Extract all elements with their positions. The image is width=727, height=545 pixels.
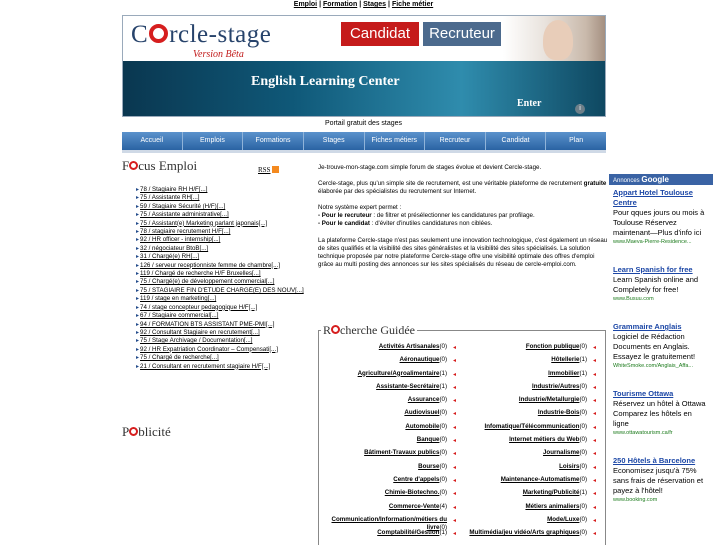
category-name[interactable]: Aéronautique <box>399 356 440 364</box>
arrow-right-icon: ▸ <box>136 187 140 193</box>
ads-header-label: Annonces <box>613 178 642 184</box>
ad-body: Réservez un hôtel à Ottawa Comparez les hôtels en ligne <box>613 399 706 428</box>
left-column <box>122 158 308 439</box>
category-count: (0) <box>439 356 447 364</box>
logo-version: Version Bêta <box>193 49 244 60</box>
toplink-formation[interactable]: Formation <box>323 1 358 8</box>
category-name[interactable]: Assistante-Secrétaire <box>376 382 440 390</box>
nav-candidat[interactable]: Candidat <box>486 132 547 150</box>
arrow-right-icon: ▸ <box>136 296 140 303</box>
english-learning-banner[interactable] <box>123 61 606 117</box>
category-item[interactable] <box>459 409 599 422</box>
ad-block[interactable] <box>609 319 713 370</box>
intro-text <box>318 164 608 277</box>
triangle-left-icon: ◂ <box>452 531 456 538</box>
intro-p3-recruteur: - Pour le recruteur <box>318 212 372 220</box>
arrow-right-icon: ▸ <box>136 220 140 227</box>
category-name[interactable]: Bourse <box>418 462 440 470</box>
intro-paragraph-3 <box>318 204 608 228</box>
category-name[interactable]: Communication/Information/métiers du livre <box>331 515 447 531</box>
offer-link[interactable]: 75 / Assistante RH[...] <box>140 194 200 202</box>
category-count: (0) <box>579 502 587 510</box>
pub-title-first: P <box>122 424 130 439</box>
pub-title-rest: blicité <box>138 424 171 439</box>
category-item[interactable] <box>459 396 599 409</box>
arrow-right-icon: ▸ <box>136 262 140 269</box>
arrow-right-icon: ▸ <box>136 321 140 328</box>
triangle-left-icon: ◂ <box>452 491 456 498</box>
rss-label: RSS <box>258 166 271 174</box>
offer-link[interactable]: 92 / Consultant Stagiaire en recrutement[...] <box>140 328 260 336</box>
rss-link[interactable] <box>258 166 279 174</box>
category-item[interactable] <box>459 489 599 502</box>
category-count: (0) <box>439 449 447 457</box>
toplink-separator: | <box>359 1 362 8</box>
intro-p3-head: Notre système expert permet : <box>318 204 402 212</box>
ad-title[interactable]: Grammaire Anglais <box>613 322 682 331</box>
offer-item <box>136 220 306 228</box>
triangle-left-icon: ◂ <box>452 504 456 511</box>
arrow-right-icon: ▸ <box>136 229 140 236</box>
arrow-right-icon: ▸ <box>136 271 140 278</box>
category-item[interactable] <box>319 529 459 542</box>
category-count: (0) <box>439 422 447 430</box>
logo-circle-icon <box>149 24 168 43</box>
offer-item <box>136 253 306 261</box>
category-count: (0) <box>439 436 447 444</box>
intro-paragraph-4: La plateforme Cercle-stage n'est pas seulement une innovation technologique, c'est également un réseau de sites qualifiés et la visibilité des sites généralistes et la visibilité des sites spécialisés. La solution technique proposée par notre plateforme Cercle-stage offre une visibilité optimale des offres d'emploi grâce au multi posting des annonces sur les sites spécialisés du réseau de cercle-emploi.com. <box>318 236 608 268</box>
category-item[interactable] <box>459 503 599 516</box>
category-count: (0) <box>579 396 587 404</box>
red-circle-icon <box>129 161 138 170</box>
category-name[interactable]: Mode/Luxe <box>547 515 580 523</box>
offer-link[interactable]: 78 / Stagiaire RH H/F[...] <box>140 186 208 193</box>
category-count: (0) <box>579 409 587 417</box>
category-name[interactable]: Fonction publique <box>525 343 580 350</box>
category-name[interactable]: Multimédia/jeu vidéo/Arts graphiques <box>469 529 580 537</box>
arrow-right-icon: ▸ <box>136 203 140 210</box>
triangle-left-icon: ◂ <box>452 464 456 471</box>
category-count: (0) <box>579 462 587 470</box>
arrow-right-icon: ▸ <box>136 329 140 336</box>
banner-title: English Learning Center <box>251 74 400 89</box>
triangle-left-icon: ◂ <box>592 477 596 484</box>
logo-letter-c: C <box>131 21 149 48</box>
arrow-right-icon: ▸ <box>136 287 140 294</box>
category-count: (1) <box>579 356 587 364</box>
category-count: (0) <box>579 343 587 350</box>
triangle-left-icon: ◂ <box>592 517 596 524</box>
offer-item <box>136 211 306 219</box>
guide-column-2 <box>459 343 599 542</box>
offer-link[interactable]: 75 / STAGIAIRE FIN D'ÉTUDE CHARGÉ(E) DES NOUV[...] <box>140 286 304 294</box>
triangle-left-icon: ◂ <box>592 438 596 445</box>
triangle-left-icon: ◂ <box>592 384 596 391</box>
toplink-stages[interactable]: Stages <box>363 1 387 8</box>
offer-link[interactable]: 92 / HR Expatriation Coordinator – Compensati[...] <box>140 345 278 353</box>
category-count: (0) <box>579 475 587 483</box>
category-item[interactable] <box>319 343 459 356</box>
ads-list <box>609 185 713 504</box>
rss-icon <box>272 166 279 173</box>
offer-item <box>136 363 306 371</box>
intro-p2-bold: gratuite <box>583 180 607 188</box>
triangle-left-icon: ◂ <box>452 517 456 524</box>
nav-underline <box>122 150 606 153</box>
intro-p3-recruteur-text: : de filtrer et présélectionner les candidatures par profilage. <box>371 212 535 220</box>
red-circle-icon <box>331 325 340 334</box>
category-item[interactable] <box>319 476 459 489</box>
category-count: (1) <box>439 369 447 377</box>
arrow-right-icon: ▸ <box>136 195 140 202</box>
offer-link[interactable]: 32 / négociateur BtoB[...] <box>140 244 209 252</box>
ads-header[interactable] <box>609 174 713 185</box>
triangle-left-icon: ◂ <box>592 424 596 431</box>
triangle-left-icon: ◂ <box>592 371 596 378</box>
category-count: (0) <box>439 396 447 404</box>
offer-link[interactable]: 75 / Assistant(e) Marketing parlant japonais[...] <box>140 219 268 227</box>
offer-item <box>136 321 306 329</box>
arrow-right-icon: ▸ <box>136 245 140 252</box>
arrow-right-icon: ▸ <box>136 355 140 362</box>
arrow-right-icon: ▸ <box>136 279 140 286</box>
offer-item <box>136 287 306 295</box>
guide-column-1 <box>319 343 459 542</box>
offer-link[interactable]: 67 / Stagiaire commercial[...] <box>140 312 219 320</box>
triangle-left-icon: ◂ <box>592 504 596 511</box>
category-count: (0) <box>579 436 587 444</box>
toplink-separator: | <box>319 1 322 8</box>
intro-p3-candidat-text: : d'éviter d'inutiles candidatures non ciblées. <box>369 220 493 228</box>
category-item[interactable] <box>459 343 599 356</box>
offer-link[interactable]: 78 / stagiaire recrutement H/F[...] <box>140 228 231 236</box>
offer-link[interactable]: 119 / Chargé de recherche H/F Bruxelles[...] <box>140 270 261 278</box>
portrait-image <box>503 16 606 61</box>
offer-item <box>136 304 306 312</box>
category-name[interactable]: Centre d'appels <box>393 475 440 483</box>
category-name[interactable]: Loisirs <box>559 462 580 470</box>
offer-link[interactable]: 75 / Chargé de recherche[...] <box>140 354 219 362</box>
triangle-left-icon: ◂ <box>592 464 596 471</box>
tagline: Portail gratuit des stages <box>324 120 403 127</box>
triangle-left-icon: ◂ <box>452 477 456 484</box>
category-item[interactable] <box>459 383 599 396</box>
category-count: (0) <box>439 343 447 350</box>
arrow-right-icon: ▸ <box>136 237 140 244</box>
arrow-right-icon: ▸ <box>136 304 140 311</box>
triangle-left-icon: ◂ <box>452 358 456 365</box>
category-item[interactable] <box>319 503 459 516</box>
category-count: (0) <box>439 475 447 483</box>
offer-item <box>136 312 306 320</box>
triangle-left-icon: ◂ <box>592 411 596 418</box>
top-links <box>0 1 727 8</box>
intro-paragraph-1: Je-trouve-mon-stage.com simple forum de stages évolue et devient Cercle-stage. <box>318 164 542 171</box>
toplink-separator: | <box>388 1 390 8</box>
recherche-guidee <box>318 323 606 545</box>
triangle-left-icon: ◂ <box>452 411 456 418</box>
arrow-right-icon: ▸ <box>136 212 140 219</box>
triangle-left-icon: ◂ <box>452 451 456 458</box>
arrow-right-icon: ▸ <box>136 313 140 320</box>
ad-body: Pour qques jours ou mois à Toulouse Réservez maintenant—Plus d'info ici <box>613 208 705 237</box>
offer-item <box>136 186 306 194</box>
google-ads <box>609 174 713 545</box>
nav-stages[interactable]: Stages <box>304 132 365 150</box>
ad-url: www.Busuu.com <box>613 296 654 302</box>
offer-link[interactable]: 31 / Chargé(e) RH[...] <box>140 253 200 261</box>
nav-accueil[interactable]: Accueil <box>122 132 183 150</box>
category-count: (0) <box>439 409 447 417</box>
logo-word: rcle-stage <box>169 21 272 48</box>
focus-emploi-title <box>122 158 308 176</box>
arrow-right-icon: ▸ <box>136 363 140 370</box>
category-count: (0) <box>439 489 447 497</box>
category-name[interactable]: Automobile <box>405 422 440 430</box>
intro-p2-a: Cercle-stage, plus qu'un simple site de recrutement, est une véritable plateforme de recrutement <box>318 180 584 188</box>
category-item[interactable] <box>319 396 459 409</box>
category-count: (1) <box>579 489 587 497</box>
category-name[interactable]: Marketing/Publicité <box>522 489 580 497</box>
nav-fiches-metiers[interactable]: Fiches métiers <box>365 132 426 150</box>
ad-url: WhiteSmoke.com/Anglais_Affa... <box>613 363 693 369</box>
info-icon[interactable]: i <box>575 104 585 114</box>
google-logo: Google <box>641 175 669 184</box>
offer-item <box>136 203 306 211</box>
triangle-left-icon: ◂ <box>452 438 456 445</box>
arrow-right-icon: ▸ <box>136 338 140 345</box>
ad-title[interactable]: Learn Spanish for free <box>613 265 693 274</box>
category-count: (1) <box>579 369 587 377</box>
triangle-left-icon: ◂ <box>592 358 596 365</box>
category-item[interactable] <box>319 489 459 502</box>
banner-enter-button[interactable]: Enter <box>517 98 542 109</box>
category-name[interactable]: Métiers animaliers <box>525 502 580 510</box>
logo-text <box>131 21 271 49</box>
category-item[interactable] <box>319 370 459 383</box>
nav-recruteur[interactable]: Recruteur <box>425 132 486 150</box>
offer-item <box>136 236 306 244</box>
category-item[interactable] <box>459 516 599 529</box>
offer-item <box>136 270 306 278</box>
focus-title-first: F <box>122 158 130 173</box>
category-count: (1) <box>439 529 447 537</box>
recherche-guidee-title <box>321 323 417 338</box>
offer-link[interactable]: 75 / Assistante administrative[...] <box>140 211 229 219</box>
ad-title[interactable]: Appart Hotel Toulouse Centre <box>613 188 693 207</box>
category-name[interactable]: Comptabilité/Gestion <box>377 529 440 537</box>
category-name[interactable]: Industrie/Metallurgie <box>518 396 580 404</box>
category-item[interactable] <box>319 463 459 476</box>
category-item[interactable] <box>319 356 459 369</box>
triangle-left-icon: ◂ <box>592 345 596 351</box>
category-name[interactable]: Infomatique/Télécommunication <box>484 422 580 430</box>
category-name[interactable]: Hôtellerie <box>551 356 580 364</box>
category-count: (1) <box>439 382 447 390</box>
guide-title-first: R <box>323 323 332 337</box>
category-name[interactable]: Chimie-Biotechno. <box>384 489 440 497</box>
category-item[interactable] <box>459 370 599 383</box>
ad-block[interactable] <box>609 262 713 303</box>
offer-link[interactable]: 75 / Chargé(e) de développement commercial[...] <box>140 278 275 286</box>
recruteur-button[interactable]: Recruteur <box>423 22 501 46</box>
category-name[interactable]: Assurance <box>407 396 440 404</box>
offer-link[interactable]: 126 / serveur receptionniste femme de chambre[...] <box>140 261 280 269</box>
offer-link[interactable]: 74 / stage concepteur pedagogique H/F[...] <box>140 303 258 311</box>
nav-plan[interactable]: Plan <box>546 132 606 150</box>
triangle-left-icon: ◂ <box>592 531 596 538</box>
guide-title-rest: cherche Guidée <box>340 323 415 337</box>
triangle-left-icon: ◂ <box>452 371 456 378</box>
intro-p3-candidat: - Pour le candidat <box>318 220 370 228</box>
category-count: (0) <box>439 523 447 531</box>
offer-item <box>136 262 306 270</box>
red-circle-icon <box>129 427 138 436</box>
offer-link[interactable]: 59 / Stagiaire Sécurité (H/F)[...] <box>140 202 226 210</box>
category-count: (0) <box>579 529 587 537</box>
offer-item <box>136 346 306 354</box>
publicite-title <box>122 424 171 442</box>
category-count: (0) <box>579 422 587 430</box>
offers-list <box>136 186 306 371</box>
triangle-left-icon: ◂ <box>452 398 456 405</box>
ad-block[interactable] <box>609 386 713 437</box>
offer-item <box>136 329 306 337</box>
offer-item <box>136 278 306 286</box>
triangle-left-icon: ◂ <box>592 491 596 498</box>
category-name[interactable]: Agriculture/Agroalimentaire <box>357 369 440 377</box>
ad-title[interactable]: 250 Hôtels à Barcelone <box>613 456 696 465</box>
offer-link[interactable]: 21 / Consultant en recrutement stagiaire H/F[...] <box>140 362 271 370</box>
ad-body: Economisez jusqu'à 75% sans frais de réservation et payez à l'hôtel! <box>613 466 704 495</box>
offer-item <box>136 337 306 345</box>
nav-formations[interactable]: Formations <box>243 132 304 150</box>
toplink-emploi[interactable]: Emploi <box>293 1 318 8</box>
category-item[interactable] <box>459 463 599 476</box>
offer-link[interactable]: 75 / Stage Archivage / Documentation[...] <box>140 337 253 345</box>
arrow-right-icon: ▸ <box>136 254 140 261</box>
ad-url: www.ottawatourism.ca/fr <box>613 430 673 436</box>
category-item[interactable] <box>319 383 459 396</box>
category-count: (0) <box>579 515 587 523</box>
ad-body: Logiciel de Rédaction Documents en Anglais. Essayez le gratuitement! <box>613 332 696 361</box>
category-name[interactable]: Immobilier <box>548 369 580 377</box>
category-count: (4) <box>439 502 447 510</box>
toplink-fiche-metier[interactable]: Fiche métier <box>391 1 434 8</box>
triangle-left-icon: ◂ <box>452 424 456 431</box>
offer-item <box>136 245 306 253</box>
offer-link[interactable]: 92 / HR officer - internship[...] <box>140 236 221 244</box>
category-name[interactable]: Industrie/Autres <box>531 382 580 390</box>
triangle-left-icon: ◂ <box>592 398 596 405</box>
category-item[interactable] <box>459 529 599 542</box>
category-item[interactable] <box>319 436 459 449</box>
offer-link[interactable]: 119 / stage en marketing[...] <box>140 295 217 303</box>
header <box>122 15 606 117</box>
category-name[interactable]: Commerce-Vente <box>388 502 440 510</box>
ad-body: Learn Spanish online and Completely for free! <box>613 275 699 294</box>
candidat-button[interactable]: Candidat <box>341 22 419 46</box>
main-nav <box>122 132 606 150</box>
category-name[interactable]: Bâtiment-Travaux publics <box>364 449 440 457</box>
category-item[interactable] <box>459 436 599 449</box>
category-item[interactable] <box>319 449 459 462</box>
category-item[interactable] <box>319 409 459 422</box>
ad-title[interactable]: Tourisme Ottawa <box>613 389 674 398</box>
ad-url: www.Maeva-Pierre-Residence... <box>613 239 692 245</box>
category-name[interactable]: Audiovisuel <box>404 409 440 417</box>
offer-link[interactable]: 94 / FORMATION BTS ASSISTANT PME-PMI[...] <box>140 320 275 328</box>
ad-block[interactable] <box>609 453 713 504</box>
category-count: (0) <box>439 462 447 470</box>
category-name[interactable]: Banque <box>416 436 440 444</box>
category-name[interactable]: Industrie-Bois <box>537 409 580 417</box>
category-item[interactable] <box>459 449 599 462</box>
triangle-left-icon: ◂ <box>592 451 596 458</box>
focus-title-rest: cus Emploi <box>138 158 198 173</box>
offer-item <box>136 194 306 202</box>
category-count: (0) <box>579 382 587 390</box>
category-item[interactable] <box>319 516 459 529</box>
offer-item <box>136 354 306 362</box>
ad-block[interactable] <box>609 185 713 246</box>
category-name[interactable]: Activités Artisanales <box>378 343 440 350</box>
category-name[interactable]: Internet métiers du Web <box>509 436 580 444</box>
arrow-right-icon: ▸ <box>136 346 140 353</box>
offer-item <box>136 295 306 303</box>
category-count: (0) <box>579 449 587 457</box>
triangle-left-icon: ◂ <box>452 384 456 391</box>
offer-item <box>136 228 306 236</box>
intro-paragraph-2 <box>318 180 608 196</box>
category-item[interactable] <box>459 423 599 436</box>
category-item[interactable] <box>459 476 599 489</box>
ad-url: www.booking.com <box>613 497 658 503</box>
nav-emplois[interactable]: Emplois <box>183 132 244 150</box>
logo[interactable] <box>123 16 333 61</box>
intro-p2-c: élaborée par des spécialistes du recrutement sur Internet. <box>318 188 477 196</box>
category-item[interactable] <box>319 423 459 436</box>
category-name[interactable]: Maintenance-Automatisme <box>500 475 580 483</box>
category-item[interactable] <box>459 356 599 369</box>
category-name[interactable]: Journalisme <box>542 449 580 457</box>
triangle-left-icon: ◂ <box>452 345 456 351</box>
